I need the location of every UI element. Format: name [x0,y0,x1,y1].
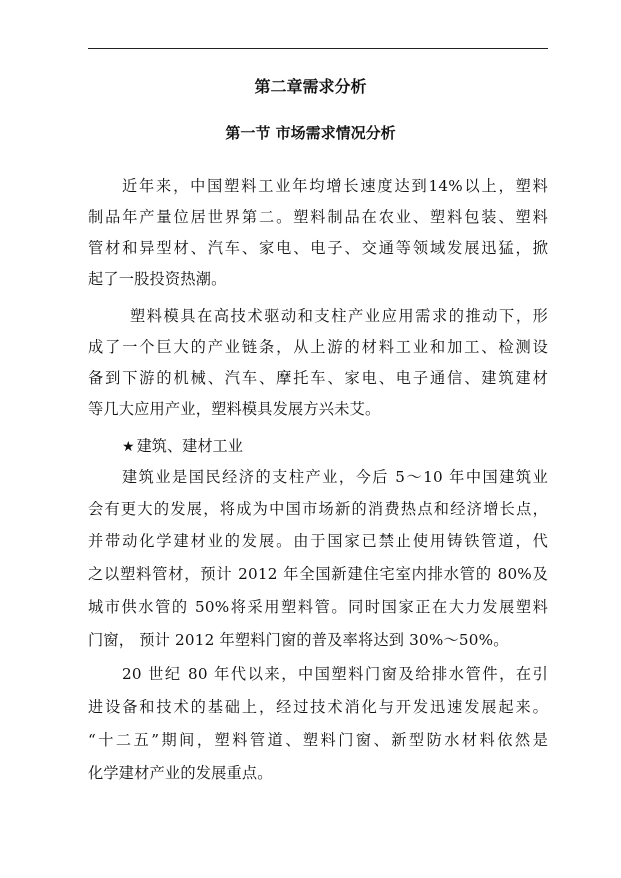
paragraph-line: 20 世纪 80 年代以来，中国塑料门窗及给排水管件，在引 [122,665,548,683]
subheading-text: 建筑、建材工业 [136,437,243,455]
header-rule [88,48,548,49]
chapter-title: 第二章需求分析 [254,77,367,96]
paragraph-line: 塑料模具在高技术驱动和支柱产业应用需求的推动下，形 [130,307,548,325]
paragraph-line: 城市供水管的 50%将采用塑料管。同时国家正在大力发展塑料 [88,598,548,616]
paragraph-line: 会有更大的发展，将成为中国市场新的消费热点和经济增长点， [88,500,548,518]
paragraph-line: 成了一个巨大的产业链条，从上游的材料工业和加工、检测设 [88,338,548,356]
paragraph-line: 备到下游的机械、汽车、摩托车、家电、电子通信、建筑建材 [88,369,548,387]
paragraph-line: 建筑业是国民经济的支柱产业，今后 5～10 年中国建筑业 [122,468,548,486]
paragraph-line: 起了一股投资热潮。 [88,270,227,288]
paragraph-line: 制品年产量位居世界第二。塑料制品在农业、塑料包装、塑料 [88,208,548,226]
paragraph-line: 等几大应用产业，塑料模具发展方兴未艾。 [88,400,381,418]
paragraph-line: 近年来，中国塑料工业年均增长速度达到14%以上，塑料 [122,177,548,195]
section-title: 第一节 市场需求情况分析 [225,124,396,142]
subheading [122,433,243,459]
paragraph-line: 管材和异型材、汽车、家电、电子、交通等领域发展迅猛，掀 [88,239,548,257]
star-icon: ★ [122,439,135,455]
paragraph-line: 化学建材产业的发展重点。 [88,764,273,782]
paragraph-line: 并带动化学建材业的发展。由于国家已禁止使用铸铁管道，代 [88,532,548,550]
paragraph-line: 门窗， 预计 2012 年塑料门窗的普及率将达到 30%～50%。 [88,631,509,649]
paragraph-line: 之以塑料管材，预计 2012 年全国新建住宅室内排水管的 80%及 [88,565,548,583]
paragraph-line: 进设备和技术的基础上，经过技术消化与开发迅速发展起来。 [88,698,548,716]
paragraph-line: “十二五”期间，塑料管道、塑料门窗、新型防水材料依然是 [88,731,548,749]
